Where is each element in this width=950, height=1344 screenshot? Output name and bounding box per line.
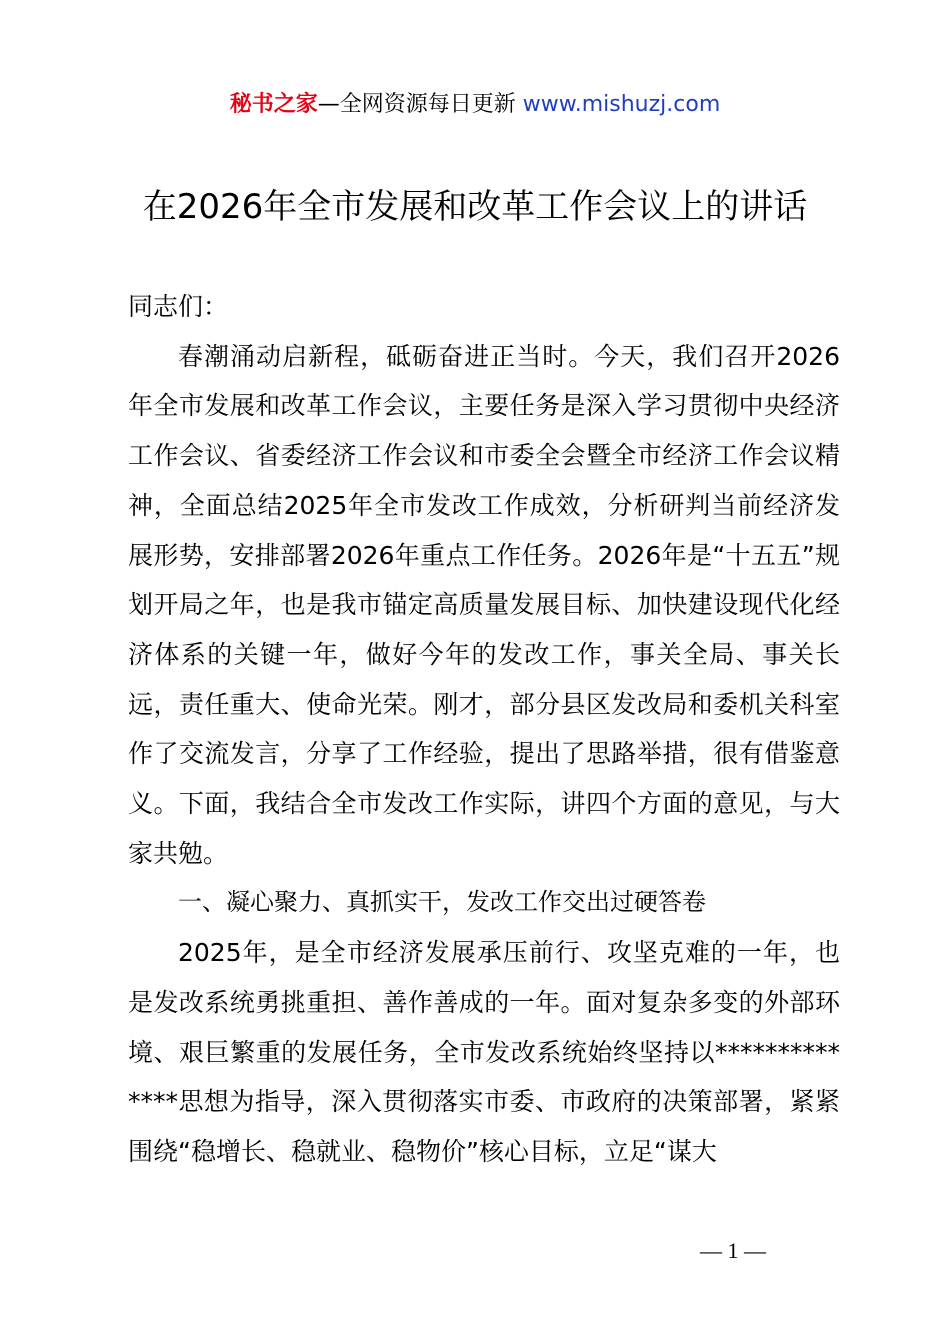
section-heading: 一、凝心聚力、真抓实干，发改工作交出过硬答卷 (178, 888, 706, 917)
document-body (128, 282, 840, 1177)
salutation: 同志们： (128, 292, 229, 321)
brand-name: 秘书之家 (229, 92, 318, 117)
site-url-link[interactable]: www.mishuzj.com (522, 92, 721, 117)
opening-paragraph: 春潮涌动启新程，砥砺奋进正当时。今天，我们召开2026年全市发展和改革工作会议，主要任务是深入学习贯彻中央经济工作会议、省委经济工作会议和市委全会暨全市经济工作会议精神，全面总结2025年全市发改工作成效，分析研判当前经济发展形势，安排部署2026年重点工作任务。2026年是“十五五”规划开局之年，也是我市锚定高质量发展目标、加快建设现代化经济体系的关键一年，做好今年的发改工作，事关全局、事关长远，责任重大、使命光荣。刚才，部分县区发改局和委机关科室作了交流发言，分享了工作经验，提出了思路举措，很有借鉴意义。下面，我结合全市发改工作实际，讲四个方面的意见，与大家共勉。 (128, 341, 840, 868)
section-paragraph: 2025年，是全市经济发展承压前行、攻坚克难的一年，也是发改系统勇挑重担、善作善成的一年。面对复杂多变的外部环境、艰巨繁重的发展任务，全市发改系统始终坚持以**************思想为指导，深入贯彻落实市委、市政府的决策部署，紧紧围绕“稳增长、稳就业、稳物价”核心目标，立足“谋大 (128, 938, 840, 1166)
banner-tagline: —全网资源每日更新 (317, 92, 516, 117)
document-title: 在2026年全市发展和改革工作会议上的讲话 (142, 187, 808, 227)
site-banner (0, 88, 950, 122)
page-number: — 1 — (700, 1238, 766, 1263)
